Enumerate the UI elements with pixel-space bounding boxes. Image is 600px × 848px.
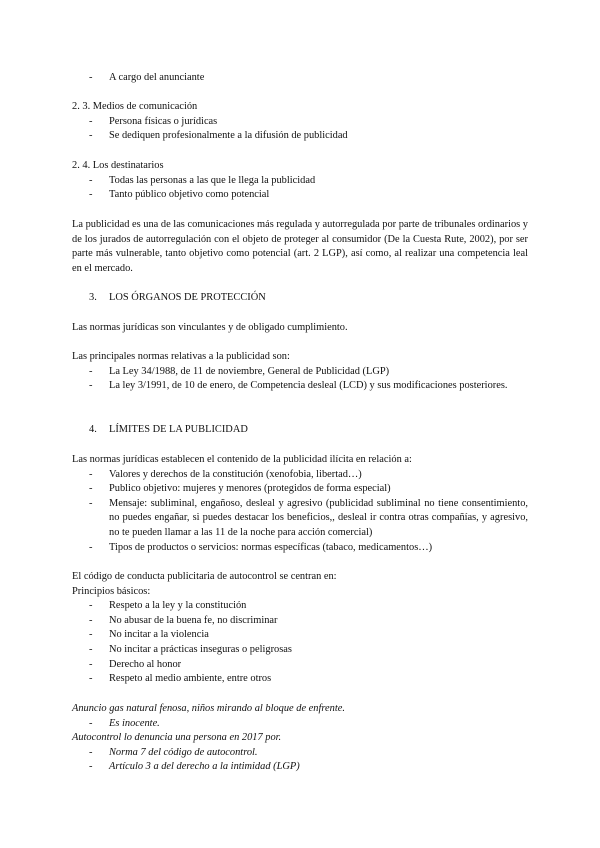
heading-number: 4.: [89, 424, 97, 435]
list-item: - No incitar a prácticas inseguras o peligrosas: [72, 643, 528, 658]
list-item: - Artículo 3 a del derecho a la intimidad (LGP): [72, 760, 528, 775]
list-item: - Tipos de productos o servicios: normas específicas (tabaco, medicamentos…): [72, 541, 528, 556]
section-2-4: [72, 159, 528, 203]
list-item: - Norma 7 del código de autocontrol.: [72, 746, 528, 761]
heading-title: LOS ÓRGANOS DE PROTECCIÓN: [109, 292, 266, 303]
paragraph-principales-normas: Las principales normas relativas a la publicidad son:: [72, 351, 290, 362]
heading-3: [72, 291, 528, 306]
paragraph-principios: Principios básicos:: [72, 585, 151, 597]
paragraph-codigo: El código de conducta publicitaria de autocontrol se centran en:: [72, 571, 337, 582]
italic-note: Autocontrol lo denuncia una persona en 2017 por.: [72, 732, 282, 744]
list-item: - Valores y derechos de la constitución (xenofobia, libertad…): [72, 468, 528, 483]
heading-title: LÍMITES DE LA PUBLICIDAD: [109, 424, 248, 435]
list-item: - Todas las personas a las que le llega la publicidad: [72, 174, 528, 189]
list-item: - La Ley 34/1988, de 11 de noviembre, General de Publicidad (LGP): [72, 365, 528, 380]
list-item: - Mensaje: subliminal, engañoso, desleal y agresivo (publicidad subliminal no tiene consentimiento, no puedes engañar, si puedes destacar los beneficios,, desleal ir contra otras compañías, y agresivo, no te pueden llamar a las 11 de la noche para acción comercial): [72, 497, 528, 541]
section-limites: [72, 453, 528, 555]
list-item: - A cargo del anunciante: [72, 71, 528, 86]
list-item: - Se dediquen profesionalmente a la difusión de publicidad: [72, 129, 528, 144]
list-item: - Respeto al medio ambiente, entre otros: [72, 672, 528, 687]
heading-4: [72, 423, 528, 438]
list-item: - Es inocente.: [72, 717, 528, 732]
list-item: - Respeto a la ley y la constitución: [72, 599, 528, 614]
list-item: - Derecho al honor: [72, 658, 528, 673]
list-item: - No abusar de la buena fe, no discriminar: [72, 614, 528, 629]
section-title: 2. 4. Los destinatarios: [72, 160, 164, 171]
paragraph-publicidad: La publicidad es una de las comunicaciones más regulada y autorregulada por parte de tribunales ordinarios y de los jurados de autorregulación con el objeto de proteger al consumidor (De la Cuesta Rute, 2002), por ser parte más vulnerable, tanto objetivo como potencial (art. 2 LGP), así como, al realizar una competencia leal en el mercado.: [72, 219, 528, 274]
italic-note: Anuncio gas natural fenosa, niños mirando al bloque de enfrente.: [72, 703, 345, 714]
section-normas: [72, 350, 528, 394]
heading-number: 3.: [89, 292, 97, 303]
section-2-3: [72, 100, 528, 144]
paragraph-normas-vinculantes: Las normas jurídicas son vinculantes y de obligado cumplimiento.: [72, 322, 348, 333]
bullet-list-anunciante: [72, 71, 528, 86]
list-item: - No incitar a la violencia: [72, 628, 528, 643]
list-item: - Tanto público objetivo como potencial: [72, 188, 528, 203]
list-item: - La ley 3/1991, de 10 de enero, de Competencia desleal (LCD) y sus modificaciones posteriores.: [72, 379, 528, 394]
paragraph-normas-establecen: Las normas jurídicas establecen el contenido de la publicidad ilícita en relación a:: [72, 454, 412, 465]
section-ejemplo: [72, 702, 528, 775]
section-codigo-conducta: [72, 570, 528, 687]
list-item: - Persona físicas o jurídicas: [72, 115, 528, 130]
section-title: 2. 3. Medios de comunicación: [72, 101, 198, 112]
list-item: - Publico objetivo: mujeres y menores (protegidos de forma especial): [72, 482, 528, 497]
